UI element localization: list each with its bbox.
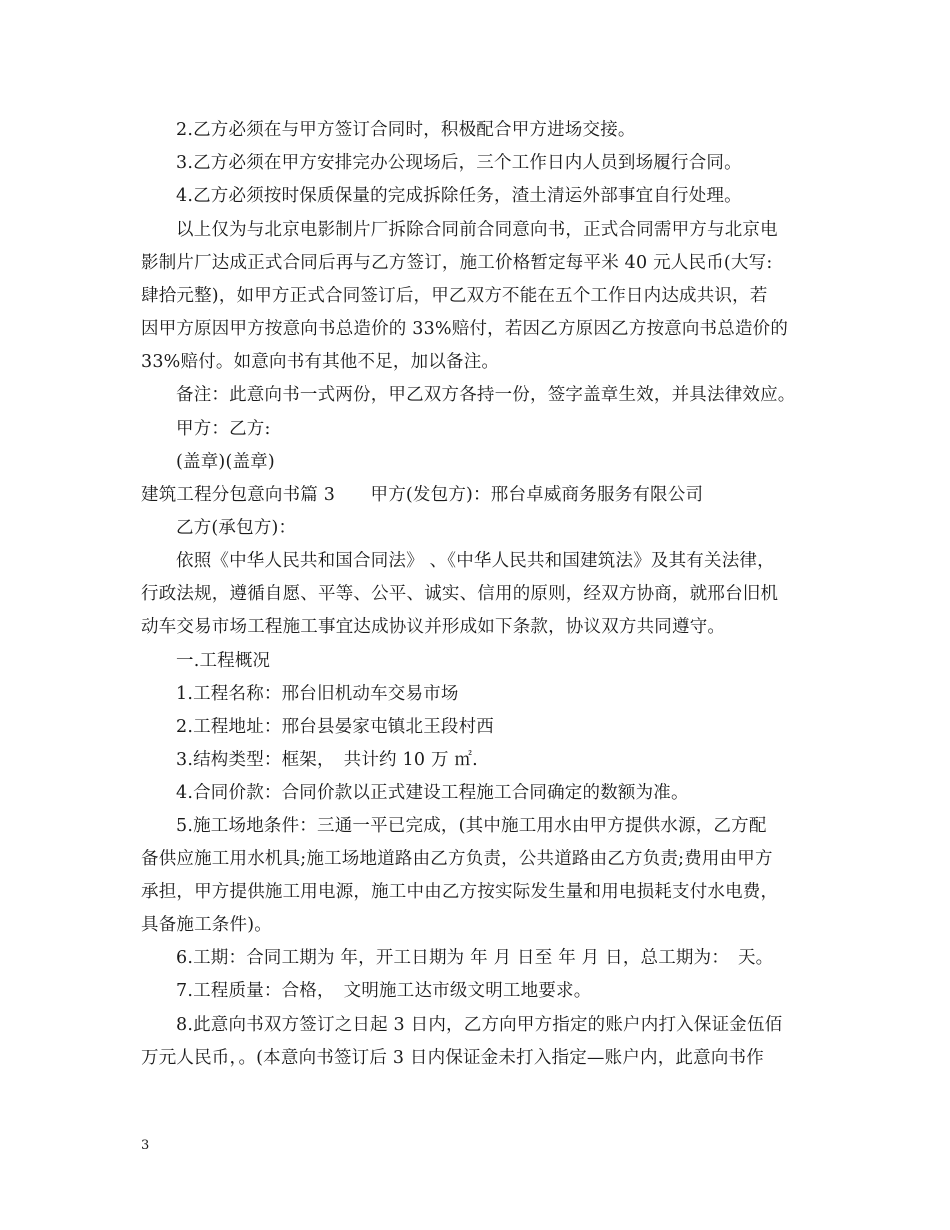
section-heading: 建筑工程分包意向书篇 3 甲方(发包方)：邢台卓威商务服务有限公司: [141, 485, 704, 505]
text-line: 行政法规，遵循自愿、平等、公平、诚实、信用的原则，经双方协商，就邢台旧机: [141, 584, 779, 604]
text-line: 33%赔付。如意向书有其他不足，加以备注。: [141, 352, 500, 372]
page-number: 3: [141, 1138, 150, 1153]
text-line: 3.乙方必须在甲方安排完办公现场后，三个工作日内人员到场履行合同。: [176, 153, 742, 173]
text-line: 4.乙方必须按时保质保量的完成拆除任务，渣土清运外部事宜自行处理。: [176, 186, 742, 206]
text-line: 动车交易市场工程施工事宜达成协议并形成如下条款，协议双方共同遵守。: [141, 617, 726, 637]
text-line: 备注：此意向书一式两份，甲乙双方各持一份，签字盖章生效，并具法律效应。: [176, 385, 796, 405]
text-line: 甲方：乙方:: [176, 419, 271, 439]
text-line: 6.工期：合同工期为 年，开工日期为 年 月 日至 年 月 日，总工期为： 天。: [176, 948, 774, 968]
text-line: 2.乙方必须在与甲方签订合同时，积极配合甲方进场交接。: [176, 120, 636, 140]
text-line: 备供应施工用水机具;施工场地道路由乙方负责，公共道路由乙方负责;费用由甲方: [141, 849, 773, 869]
text-line: 8.此意向书双方签订之日起 3 日内，乙方向甲方指定的账户内打入保证金伍佰: [176, 1015, 783, 1035]
text-line: 1.工程名称：邢台旧机动车交易市场: [176, 684, 459, 704]
text-line: 万元人民币，。(本意向书签订后 3 日内保证金未打入指定—账户内，此意向书作: [141, 1048, 764, 1068]
text-line: 7.工程质量：合格， 文明施工达市级文明工地要求。: [176, 981, 592, 1001]
text-line: 以上仅为与北京电影制片厂拆除合同前合同意向书，正式合同需甲方与北京电: [176, 220, 778, 240]
text-line: 乙方(承包方)：: [176, 518, 297, 538]
text-line: 5.施工场地条件：三通一平已完成，(其中施工用水由甲方提供水源，乙方配: [176, 816, 767, 836]
text-line: 影制片厂达成正式合同后再与乙方签订，施工价格暂定每平米 40 元人民币(大写:: [141, 253, 773, 273]
text-line: 肆拾元整)，如甲方正式合同签订后，甲乙双方不能在五个工作日内达成共识，若: [141, 286, 768, 306]
text-line: 依照《中华人民共和国合同法》 、《中华人民共和国建筑法》及其有关法律，: [176, 551, 775, 571]
text-line: 4.合同价款：合同价款以正式建设工程施工合同确定的数额为准。: [176, 783, 689, 803]
text-line: 2.工程地址：邢台县晏家屯镇北王段村西: [176, 717, 494, 737]
text-line: 因甲方原因甲方按意向书总造价的 33%赔付，若因乙方原因乙方按意向书总造价的: [141, 319, 789, 339]
text-line: (盖章)(盖章): [176, 452, 275, 472]
text-line: 承担，甲方提供施工用电源，施工中由乙方按实际发生量和用电损耗支付水电费，: [141, 882, 779, 902]
text-line: 具备施工条件)。: [141, 915, 272, 935]
text-line: 3.结构类型：框架， 共计约 10 万 ㎡.: [176, 750, 478, 770]
text-line: 一.工程概况: [176, 651, 271, 671]
